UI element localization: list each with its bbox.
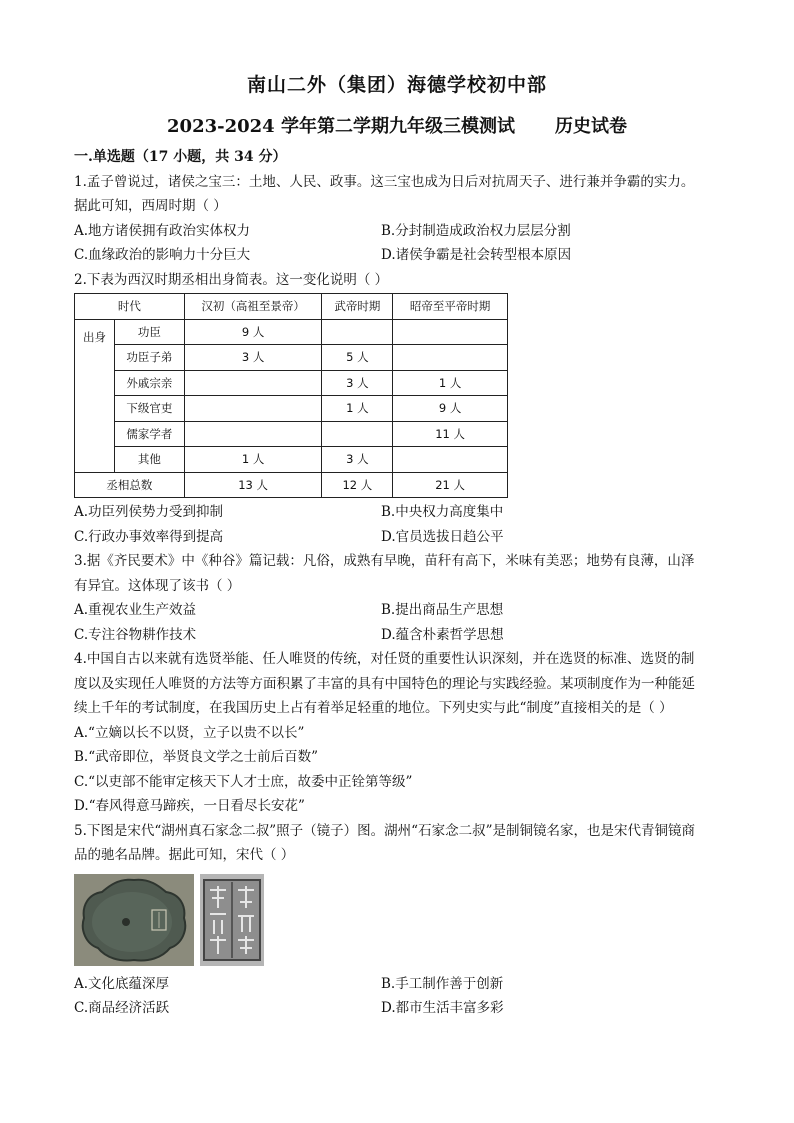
q4-stem-line3: 续上千年的考试制度，在我国历史上占有着举足轻重的地位。下列史实与此“制度”直接相关的是（ ） xyxy=(74,700,673,716)
table-cell: 5 人 xyxy=(322,345,393,371)
q2-stem-line1: 2.下表为西汉时期丞相出身简表。这一变化说明（ ） xyxy=(74,271,389,288)
table-cell: 3 人 xyxy=(322,370,393,396)
table-row-label: 下级官吏 xyxy=(114,396,184,422)
table-cell: 11 人 xyxy=(393,421,508,447)
table-row-label: 外戚宗亲 xyxy=(114,370,184,396)
question-5 xyxy=(74,819,724,1021)
q3-stem-line1: 3.据《齐民要术》中《种谷》篇记载：凡俗，成熟有早晚，苗秆有高下，米味有美恶；地势有良薄，山泽 xyxy=(74,553,695,569)
q4-option-a[interactable]: A.“立嫡以长不以贤，立子以贵不以长” xyxy=(74,724,305,741)
table-cell xyxy=(393,345,508,371)
inscription-rubbing xyxy=(200,874,264,966)
table-row xyxy=(75,421,508,447)
table-cell: 21 人 xyxy=(393,472,508,498)
question-3 xyxy=(74,549,724,647)
table-header-cell: 武帝时期 xyxy=(322,294,393,320)
exam-name: 2023-2024 学年第二学期九年级三模测试 xyxy=(167,116,515,137)
table-cell: 1 人 xyxy=(322,396,393,422)
table-corner-cell: 时代 xyxy=(75,294,185,320)
q5-option-b[interactable]: B.手工制作善于创新 xyxy=(381,975,504,992)
table-row-label: 功臣 xyxy=(114,319,184,345)
table-row-label: 其他 xyxy=(114,447,184,473)
q3-option-d[interactable]: D.蕴含朴素哲学思想 xyxy=(381,626,504,643)
q2-option-c[interactable]: C.行政办事效率得到提高 xyxy=(74,528,224,545)
q4-stem-line2: 度以及实现任人唯贤的方法等方面积累了丰富的具有中国特色的理论与实践经验。某项制度作为一种能延 xyxy=(74,675,695,692)
table-row xyxy=(75,447,508,473)
q3-options xyxy=(74,598,724,647)
q1-option-a[interactable]: A.地方诸侯拥有政治实体权力 xyxy=(74,222,251,239)
table-cell: 13 人 xyxy=(184,472,322,498)
table-header-cell: 昭帝至平帝时期 xyxy=(393,294,508,320)
q3-stem-line2: 有异宜。这体现了该书（ ） xyxy=(74,577,241,594)
table-cell: 9 人 xyxy=(393,396,508,422)
q1-stem-line1: 1.孟子曾说过，诸侯之宝三：土地、人民、政事。这三宝也成为日后对抗周天子、进行兼并争霸的实力。 xyxy=(74,173,695,190)
q1-stem-line2: 据此可知，西周时期（ ） xyxy=(74,198,227,214)
q2-options xyxy=(74,500,724,549)
question-1 xyxy=(74,170,724,268)
q1-option-c[interactable]: C.血缘政治的影响力十分巨大 xyxy=(74,247,251,263)
table-cell xyxy=(393,319,508,345)
table-row xyxy=(75,319,508,345)
table-cell: 3 人 xyxy=(184,345,322,371)
question-body xyxy=(74,145,724,1021)
mirror-figure xyxy=(74,874,724,966)
table-cell xyxy=(184,421,322,447)
table-cell xyxy=(184,370,322,396)
table-cell: 9 人 xyxy=(184,319,322,345)
q5-stem-line2: 品的驰名品牌。据此可知，宋代（ ） xyxy=(74,847,295,863)
q3-option-a[interactable]: A.重视农业生产效益 xyxy=(74,602,197,618)
table-total-label: 丞相总数 xyxy=(75,472,185,498)
q5-option-c[interactable]: C.商品经济活跃 xyxy=(74,1000,170,1016)
table-cell xyxy=(393,447,508,473)
table-row xyxy=(75,370,508,396)
table-header-cell: 汉初（高祖至景帝） xyxy=(184,294,322,320)
table-row xyxy=(75,345,508,371)
q3-option-b[interactable]: B.提出商品生产思想 xyxy=(381,602,504,618)
bronze-mirror-photo xyxy=(74,874,194,966)
q2-option-d[interactable]: D.官员选拔日趋公平 xyxy=(381,528,504,545)
table-row-label: 功臣子弟 xyxy=(114,345,184,371)
question-4 xyxy=(74,647,724,819)
school-title: 南山二外（集团）海德学校初中部 xyxy=(246,74,547,96)
chancellor-table xyxy=(74,293,508,498)
q5-options xyxy=(74,972,724,1021)
q5-option-d[interactable]: D.都市生活丰富多彩 xyxy=(381,1000,504,1016)
q4-stem-line1: 4.中国自古以来就有选贤举能、任人唯贤的传统，对任贤的重要性认识深刻，并在选贤的标准、选贤的制 xyxy=(74,651,695,667)
q4-option-b[interactable]: B.“武帝即位，举贤良文学之士前后百数” xyxy=(74,749,319,765)
section-heading: 一.单选题（17 小题，共 34 分） xyxy=(74,149,287,165)
question-2 xyxy=(74,268,724,550)
table-cell xyxy=(322,421,393,447)
q1-options xyxy=(74,219,724,268)
q5-option-a[interactable]: A.文化底蕴深厚 xyxy=(74,975,170,992)
q4-option-d[interactable]: D.“春风得意马蹄疾，一日看尽长安花” xyxy=(74,798,305,814)
q1-option-d[interactable]: D.诸侯争霸是社会转型根本原因 xyxy=(381,247,572,263)
table-header-row xyxy=(75,294,508,320)
table-cell: 1 人 xyxy=(393,370,508,396)
q2-option-b[interactable]: B.中央权力高度集中 xyxy=(381,504,504,520)
table-cell: 12 人 xyxy=(322,472,393,498)
q1-option-b[interactable]: B.分封制造成政治权力层层分割 xyxy=(381,222,571,239)
table-row-label: 儒家学者 xyxy=(114,421,184,447)
table-cell: 3 人 xyxy=(322,447,393,473)
table-cell xyxy=(184,396,322,422)
q2-option-a[interactable]: A.功臣列侯势力受到抑制 xyxy=(74,504,224,520)
subject-name: 历史试卷 xyxy=(554,116,627,137)
q4-option-c[interactable]: C.“以吏部不能审定核天下人才士庶，故委中正铨第等级” xyxy=(74,773,413,790)
table-total-row xyxy=(75,472,508,498)
table-cell: 1 人 xyxy=(184,447,322,473)
q3-option-c[interactable]: C.专注谷物耕作技术 xyxy=(74,626,197,643)
table-group-cell: 出身 xyxy=(75,319,115,472)
q5-stem-line1: 5.下图是宋代“湖州真石家念二叔”照子（镜子）图。湖州“石家念二叔”是制铜镜名家，也是宋代青铜镜商 xyxy=(74,822,695,839)
exam-title xyxy=(0,112,794,138)
table-row xyxy=(75,396,508,422)
table-cell xyxy=(322,319,393,345)
